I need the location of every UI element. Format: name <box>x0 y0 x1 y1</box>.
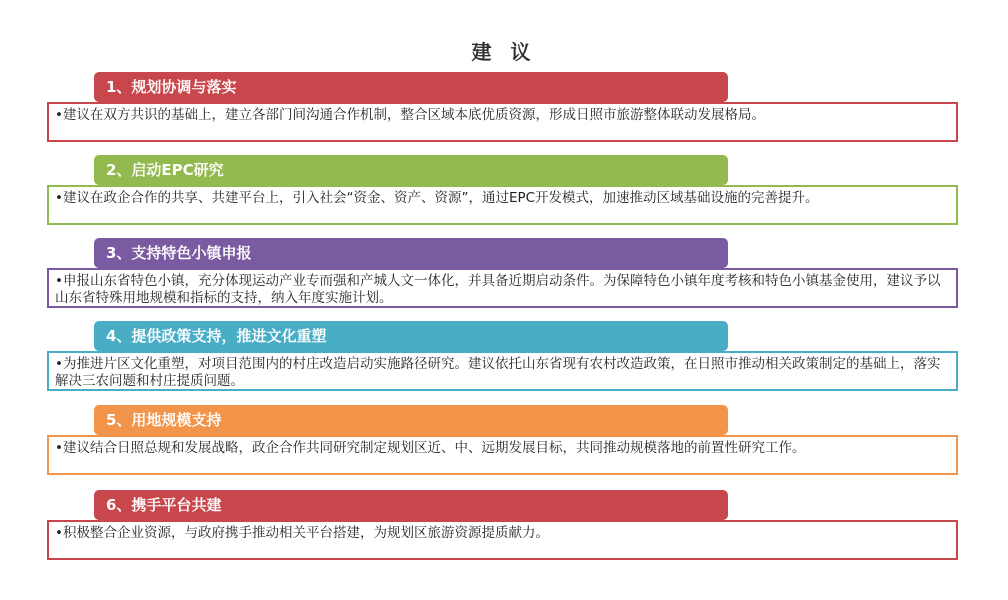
recommendation-header: 5、用地规模支持 <box>94 405 728 435</box>
recommendation-text: •为推进片区文化重塑，对项目范围内的村庄改造启动实施路径研究。建议依托山东省现有农村改造政策，在日照市推动相关政策制定的基础上，落实解决三农问题和村庄提质问题。 <box>47 351 958 391</box>
recommendation-text: •申报山东省特色小镇，充分体现运动产业专而强和产城人文一体化，并具备近期启动条件。为保障特色小镇年度考核和特色小镇基金使用，建议予以山东省特殊用地规模和指标的支持，纳入年度实施计划。 <box>47 268 958 308</box>
recommendation-text: •积极整合企业资源，与政府携手推动相关平台搭建，为规划区旅游资源提质献力。 <box>47 520 958 560</box>
recommendation-header: 6、携手平台共建 <box>94 490 728 520</box>
recommendation-text: •建议结合日照总规和发展战略，政企合作共同研究制定规划区近、中、远期发展目标，共同推动规模落地的前置性研究工作。 <box>47 435 958 475</box>
recommendation-text: •建议在政企合作的共享、共建平台上，引入社会“资金、资产、资源”，通过EPC开发模式，加速推动区域基础设施的完善提升。 <box>47 185 958 225</box>
recommendation-header: 4、提供政策支持，推进文化重塑 <box>94 321 728 351</box>
recommendation-header: 3、支持特色小镇申报 <box>94 238 728 268</box>
recommendation-text: •建议在双方共识的基础上，建立各部门间沟通合作机制，整合区域本底优质资源，形成日照市旅游整体联动发展格局。 <box>47 102 958 142</box>
recommendation-header: 1、规划协调与落实 <box>94 72 728 102</box>
recommendation-header: 2、启动EPC研究 <box>94 155 728 185</box>
page-title: 建 议 <box>471 40 537 64</box>
